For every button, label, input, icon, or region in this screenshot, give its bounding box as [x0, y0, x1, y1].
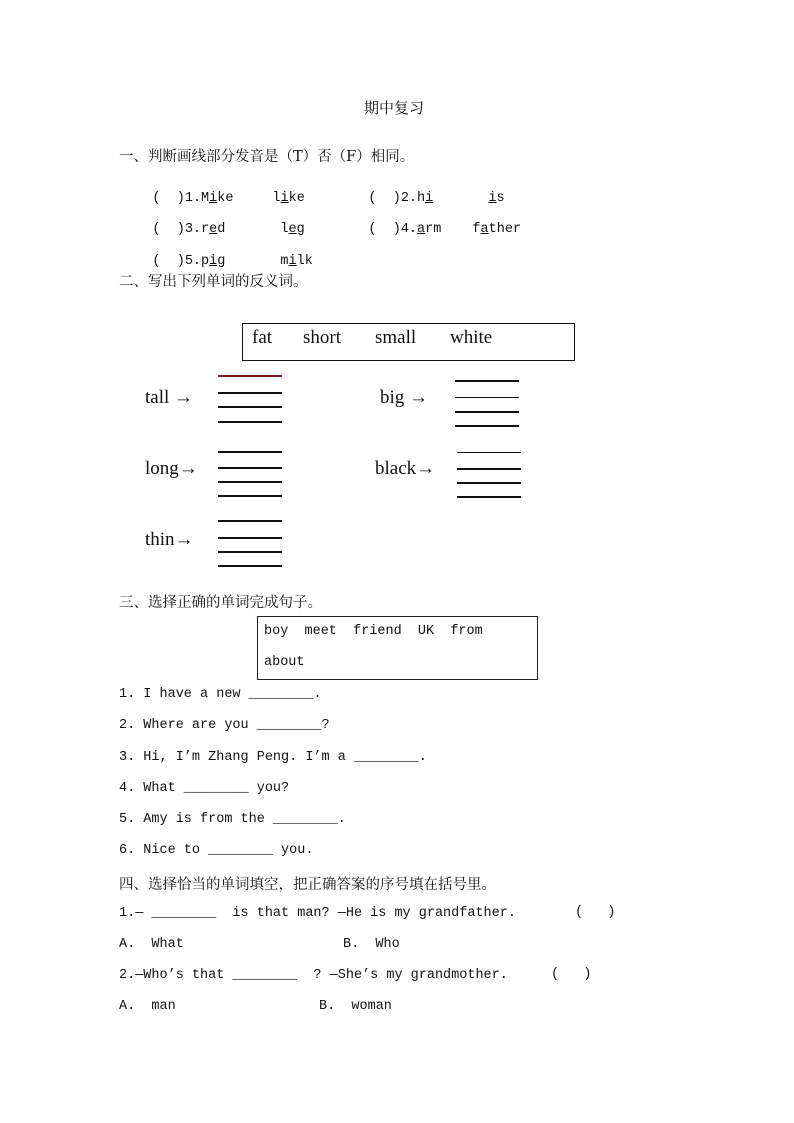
writing-line[interactable]	[457, 452, 521, 453]
word-part: M	[201, 191, 210, 206]
word-box-line2: about	[264, 655, 305, 670]
word-part: p	[201, 254, 210, 269]
writing-line[interactable]	[218, 551, 282, 553]
writing-line[interactable]	[218, 481, 282, 483]
writing-line[interactable]	[457, 496, 521, 498]
writing-line[interactable]	[218, 375, 282, 377]
word-part: ke	[217, 191, 234, 206]
sentence-1: 1. I have a new ________.	[119, 687, 322, 702]
underlined-letter: i	[425, 191, 434, 206]
item4	[336, 207, 441, 252]
word-part: f	[472, 222, 481, 237]
option-a: A. man	[119, 999, 176, 1014]
word-part: l	[272, 191, 281, 206]
writing-line[interactable]	[218, 451, 282, 453]
section1-heading: 一、判断画线部分发音是（T）否（F）相同。	[119, 149, 415, 165]
word-part: ther	[488, 222, 522, 237]
underlined-letter: i	[209, 191, 218, 206]
writing-line[interactable]	[455, 425, 519, 427]
word-part: lk	[296, 254, 313, 269]
word-part: s	[496, 191, 505, 206]
writing-line[interactable]	[218, 392, 282, 394]
item-number: 4.	[400, 222, 418, 237]
sentence-3: 3. Hi, I’m Zhang Peng. I’m a ________.	[119, 750, 427, 765]
word-box-item: small	[375, 327, 417, 348]
item-number: 1.	[184, 191, 202, 206]
word-part: d	[217, 222, 226, 237]
word-part: m	[280, 254, 289, 269]
word-part: r	[201, 222, 210, 237]
word-box-item: white	[450, 327, 493, 348]
option-b: B. Who	[343, 937, 400, 952]
underlined-letter: i	[209, 254, 218, 269]
prompt-black: black→	[375, 458, 436, 479]
writing-line[interactable]	[218, 520, 282, 522]
item-number: 5.	[184, 254, 202, 269]
section2-heading: 二、写出下列单词的反义词。	[119, 274, 308, 290]
sentence-5: 5. Amy is from the ________.	[119, 812, 346, 827]
option-b: B. woman	[319, 999, 392, 1014]
underlined-letter: a	[480, 222, 489, 237]
writing-line[interactable]	[455, 411, 519, 413]
writing-line[interactable]	[218, 565, 282, 567]
page-title: 期中复习	[364, 99, 425, 117]
word-part: l	[280, 222, 289, 237]
answer-paren[interactable]: ( )	[152, 191, 185, 206]
underlined-letter: e	[288, 222, 297, 237]
sentence-4: 4. What ________ you?	[119, 781, 290, 796]
prompt-thin: thin→	[145, 529, 194, 550]
section4-heading: 四、选择恰当的单词填空，把正确答案的序号填在括号里。	[119, 877, 496, 893]
word-part: h	[417, 191, 426, 206]
writing-line[interactable]	[455, 397, 519, 398]
writing-line[interactable]	[218, 421, 282, 423]
writing-line[interactable]	[457, 468, 521, 470]
answer-paren[interactable]: ( )	[368, 191, 401, 206]
option-a: A. What	[119, 937, 184, 952]
sentence-2: 2. Where are you ________?	[119, 718, 330, 733]
sentence-6: 6. Nice to ________ you.	[119, 843, 314, 858]
prompt-long: long→	[145, 458, 198, 479]
question-1: 1.— ________ is that man? —He is my grandfather.	[119, 906, 516, 921]
writing-line[interactable]	[218, 537, 282, 539]
word-box-item: fat	[252, 327, 273, 348]
section3-heading: 三、选择正确的单词完成句子。	[119, 595, 322, 611]
word-part: g	[217, 254, 226, 269]
underlined-letter: i	[288, 254, 297, 269]
question-2: 2.—Who’s that ________ ? —She’s my grandmother.	[119, 968, 508, 983]
answer-paren[interactable]: ( )	[575, 905, 616, 920]
word-box-line1: boy meet friend UK from	[264, 624, 483, 639]
answer-paren[interactable]: ( )	[152, 222, 185, 237]
writing-line[interactable]	[218, 406, 282, 408]
underlined-letter: a	[417, 222, 426, 237]
answer-paren[interactable]: ( )	[551, 967, 592, 982]
word-part: ke	[288, 191, 305, 206]
underlined-letter: e	[209, 222, 218, 237]
word-box-item: short	[303, 327, 341, 348]
answer-paren[interactable]: ( )	[152, 254, 185, 269]
item-number: 2.	[400, 191, 418, 206]
writing-line[interactable]	[455, 380, 519, 382]
writing-line[interactable]	[218, 467, 282, 469]
item-number: 3.	[184, 222, 202, 237]
prompt-big: big →	[380, 387, 429, 408]
writing-line[interactable]	[457, 482, 521, 484]
underlined-letter: i	[280, 191, 289, 206]
writing-line[interactable]	[218, 495, 282, 497]
word-part: g	[296, 222, 305, 237]
prompt-tall: tall →	[145, 387, 194, 408]
item4-word2	[440, 207, 521, 252]
word-part: rm	[425, 222, 442, 237]
underlined-letter: i	[488, 191, 497, 206]
answer-paren[interactable]: ( )	[368, 222, 401, 237]
